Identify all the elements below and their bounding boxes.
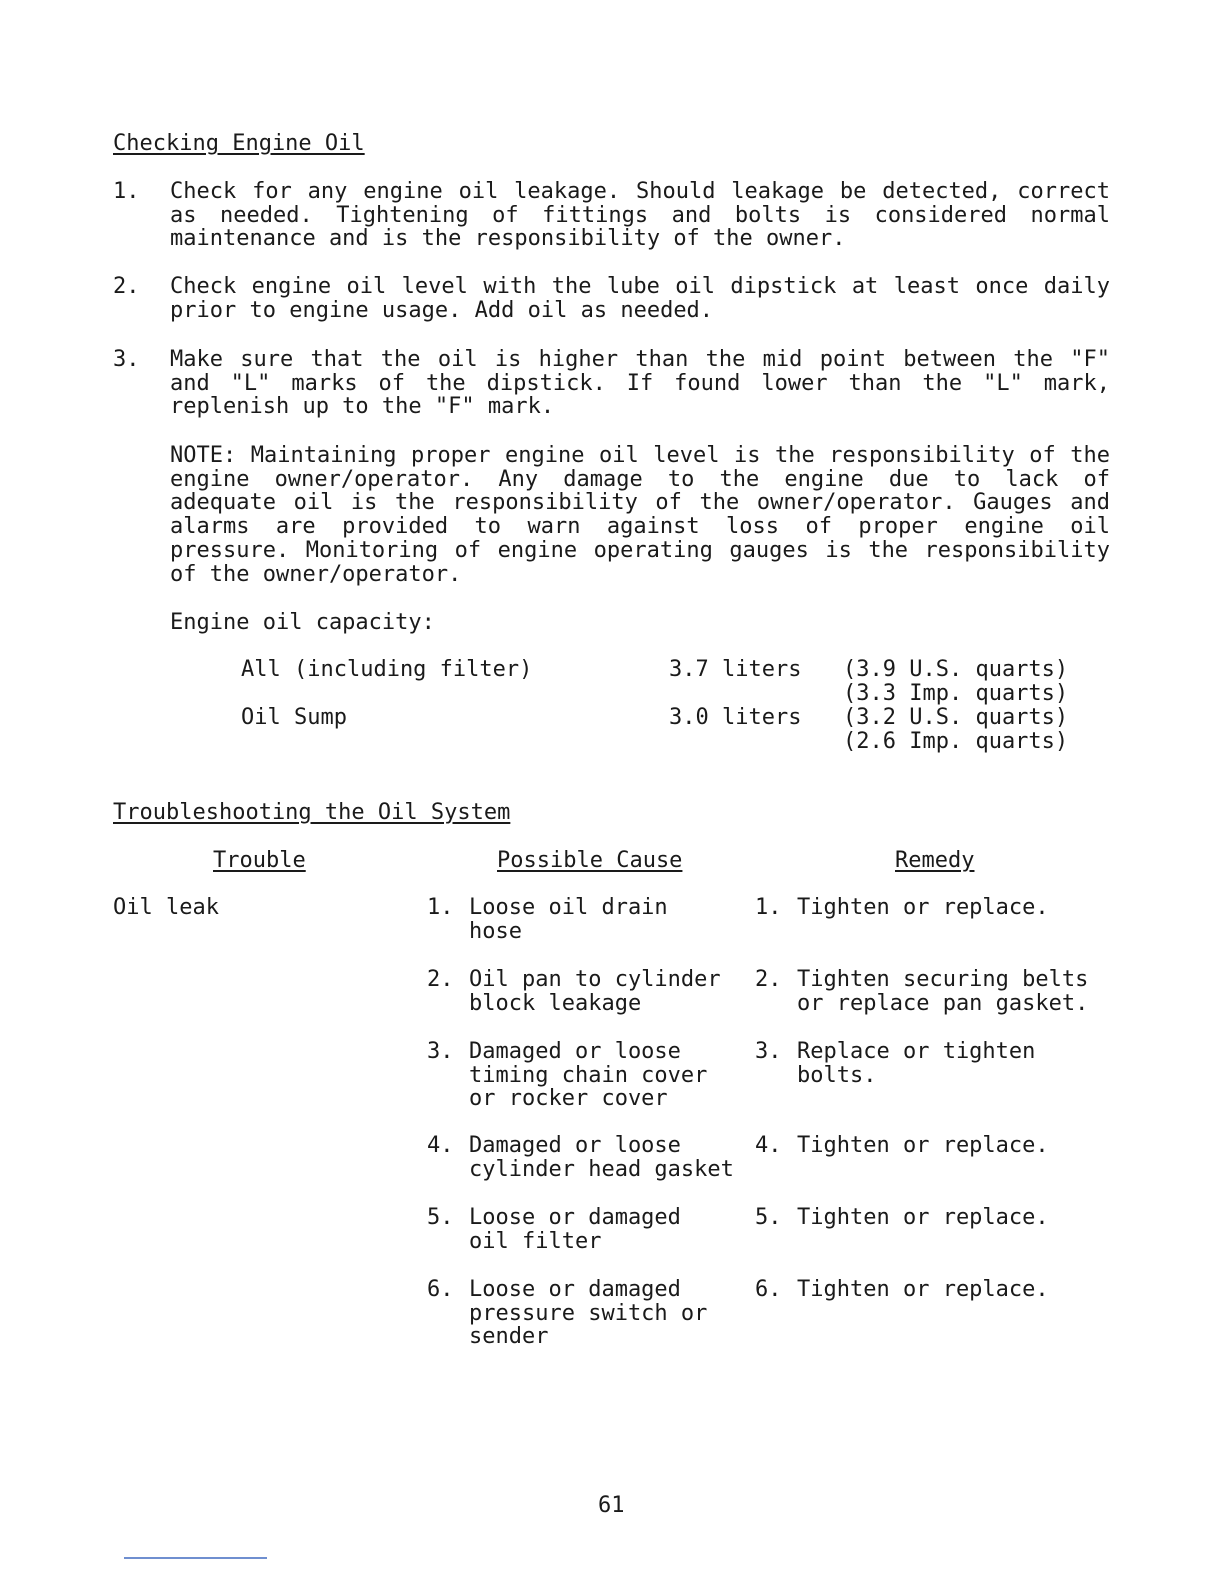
remedy-text: Tighten or replace. (797, 1205, 1049, 1230)
cause-text: Loose or damaged oil filter (469, 1205, 681, 1254)
header-possible-cause: Possible Cause (497, 848, 683, 873)
item-number: 1. (113, 179, 140, 204)
cause-number: 6. (427, 1277, 454, 1302)
item-text: Check for any engine oil leakage. Should leakage be detected, correct as needed. Tightening of fittings and bolts is considered normal maintenance and is the responsibility of the owner. (170, 179, 1110, 252)
cause-number: 2. (427, 967, 454, 992)
capacity-us-quarts: (3.9 U.S. quarts) (843, 657, 1069, 682)
cause-text: Oil pan to cylinder block leakage (469, 967, 721, 1016)
remedy-number: 4. (755, 1133, 782, 1158)
remedy-text: Tighten or replace. (797, 1133, 1049, 1158)
remedy-text: Replace or tighten bolts. (797, 1039, 1036, 1088)
page-number: 61 (598, 1493, 625, 1518)
remedy-text: Tighten or replace. (797, 895, 1049, 920)
cause-number: 4. (427, 1133, 454, 1158)
section-title-checking-engine-oil: Checking Engine Oil (113, 131, 365, 156)
remedy-number: 6. (755, 1277, 782, 1302)
section-title-troubleshooting: Troubleshooting the Oil System (113, 800, 511, 825)
capacity-liters: 3.0 liters (669, 705, 802, 730)
capacity-imp-quarts: (3.3 Imp. quarts) (843, 681, 1069, 706)
item-number: 3. (113, 347, 140, 372)
header-remedy: Remedy (895, 848, 975, 873)
header-trouble: Trouble (213, 848, 306, 873)
cause-number: 3. (427, 1039, 454, 1064)
capacity-row-label: All (including filter) (241, 657, 533, 682)
trouble-oil-leak: Oil leak (113, 895, 219, 920)
remedy-number: 2. (755, 967, 782, 992)
footer-rule (124, 1557, 267, 1559)
note-paragraph: NOTE: Maintaining proper engine oil level is the responsibility of the engine owner/operator. Any damage to the engine due to lack of adequate oil is the responsibility of the owner/operator. Gauges and alarms are provided to warn against loss of proper engine oil pressure. Monitoring of engine operating gauges is the responsibility of the owner/operator. (170, 443, 1110, 587)
remedy-number: 1. (755, 895, 782, 920)
remedy-number: 3. (755, 1039, 782, 1064)
cause-number: 5. (427, 1205, 454, 1230)
cause-text: Damaged or loose timing chain cover or rocker cover (469, 1039, 708, 1112)
capacity-row-label: Oil Sump (241, 705, 347, 730)
capacity-imp-quarts: (2.6 Imp. quarts) (843, 729, 1069, 754)
capacity-liters: 3.7 liters (669, 657, 802, 682)
capacity-label: Engine oil capacity: (170, 610, 435, 635)
cause-number: 1. (427, 895, 454, 920)
remedy-text: Tighten or replace. (797, 1277, 1049, 1302)
cause-text: Damaged or loose cylinder head gasket (469, 1133, 734, 1182)
remedy-text: Tighten securing belts or replace pan gasket. (797, 967, 1089, 1016)
capacity-us-quarts: (3.2 U.S. quarts) (843, 705, 1069, 730)
cause-text: Loose oil drain hose (469, 895, 668, 944)
item-text: Check engine oil level with the lube oil dipstick at least once daily prior to engine usage. Add oil as needed. (170, 274, 1110, 323)
item-text: Make sure that the oil is higher than the mid point between the "F" and "L" marks of the dipstick. If found lower than the "L" mark, replenish up to the "F" mark. (170, 347, 1110, 420)
item-number: 2. (113, 274, 140, 299)
remedy-number: 5. (755, 1205, 782, 1230)
cause-text: Loose or damaged pressure switch or sender (469, 1277, 708, 1350)
